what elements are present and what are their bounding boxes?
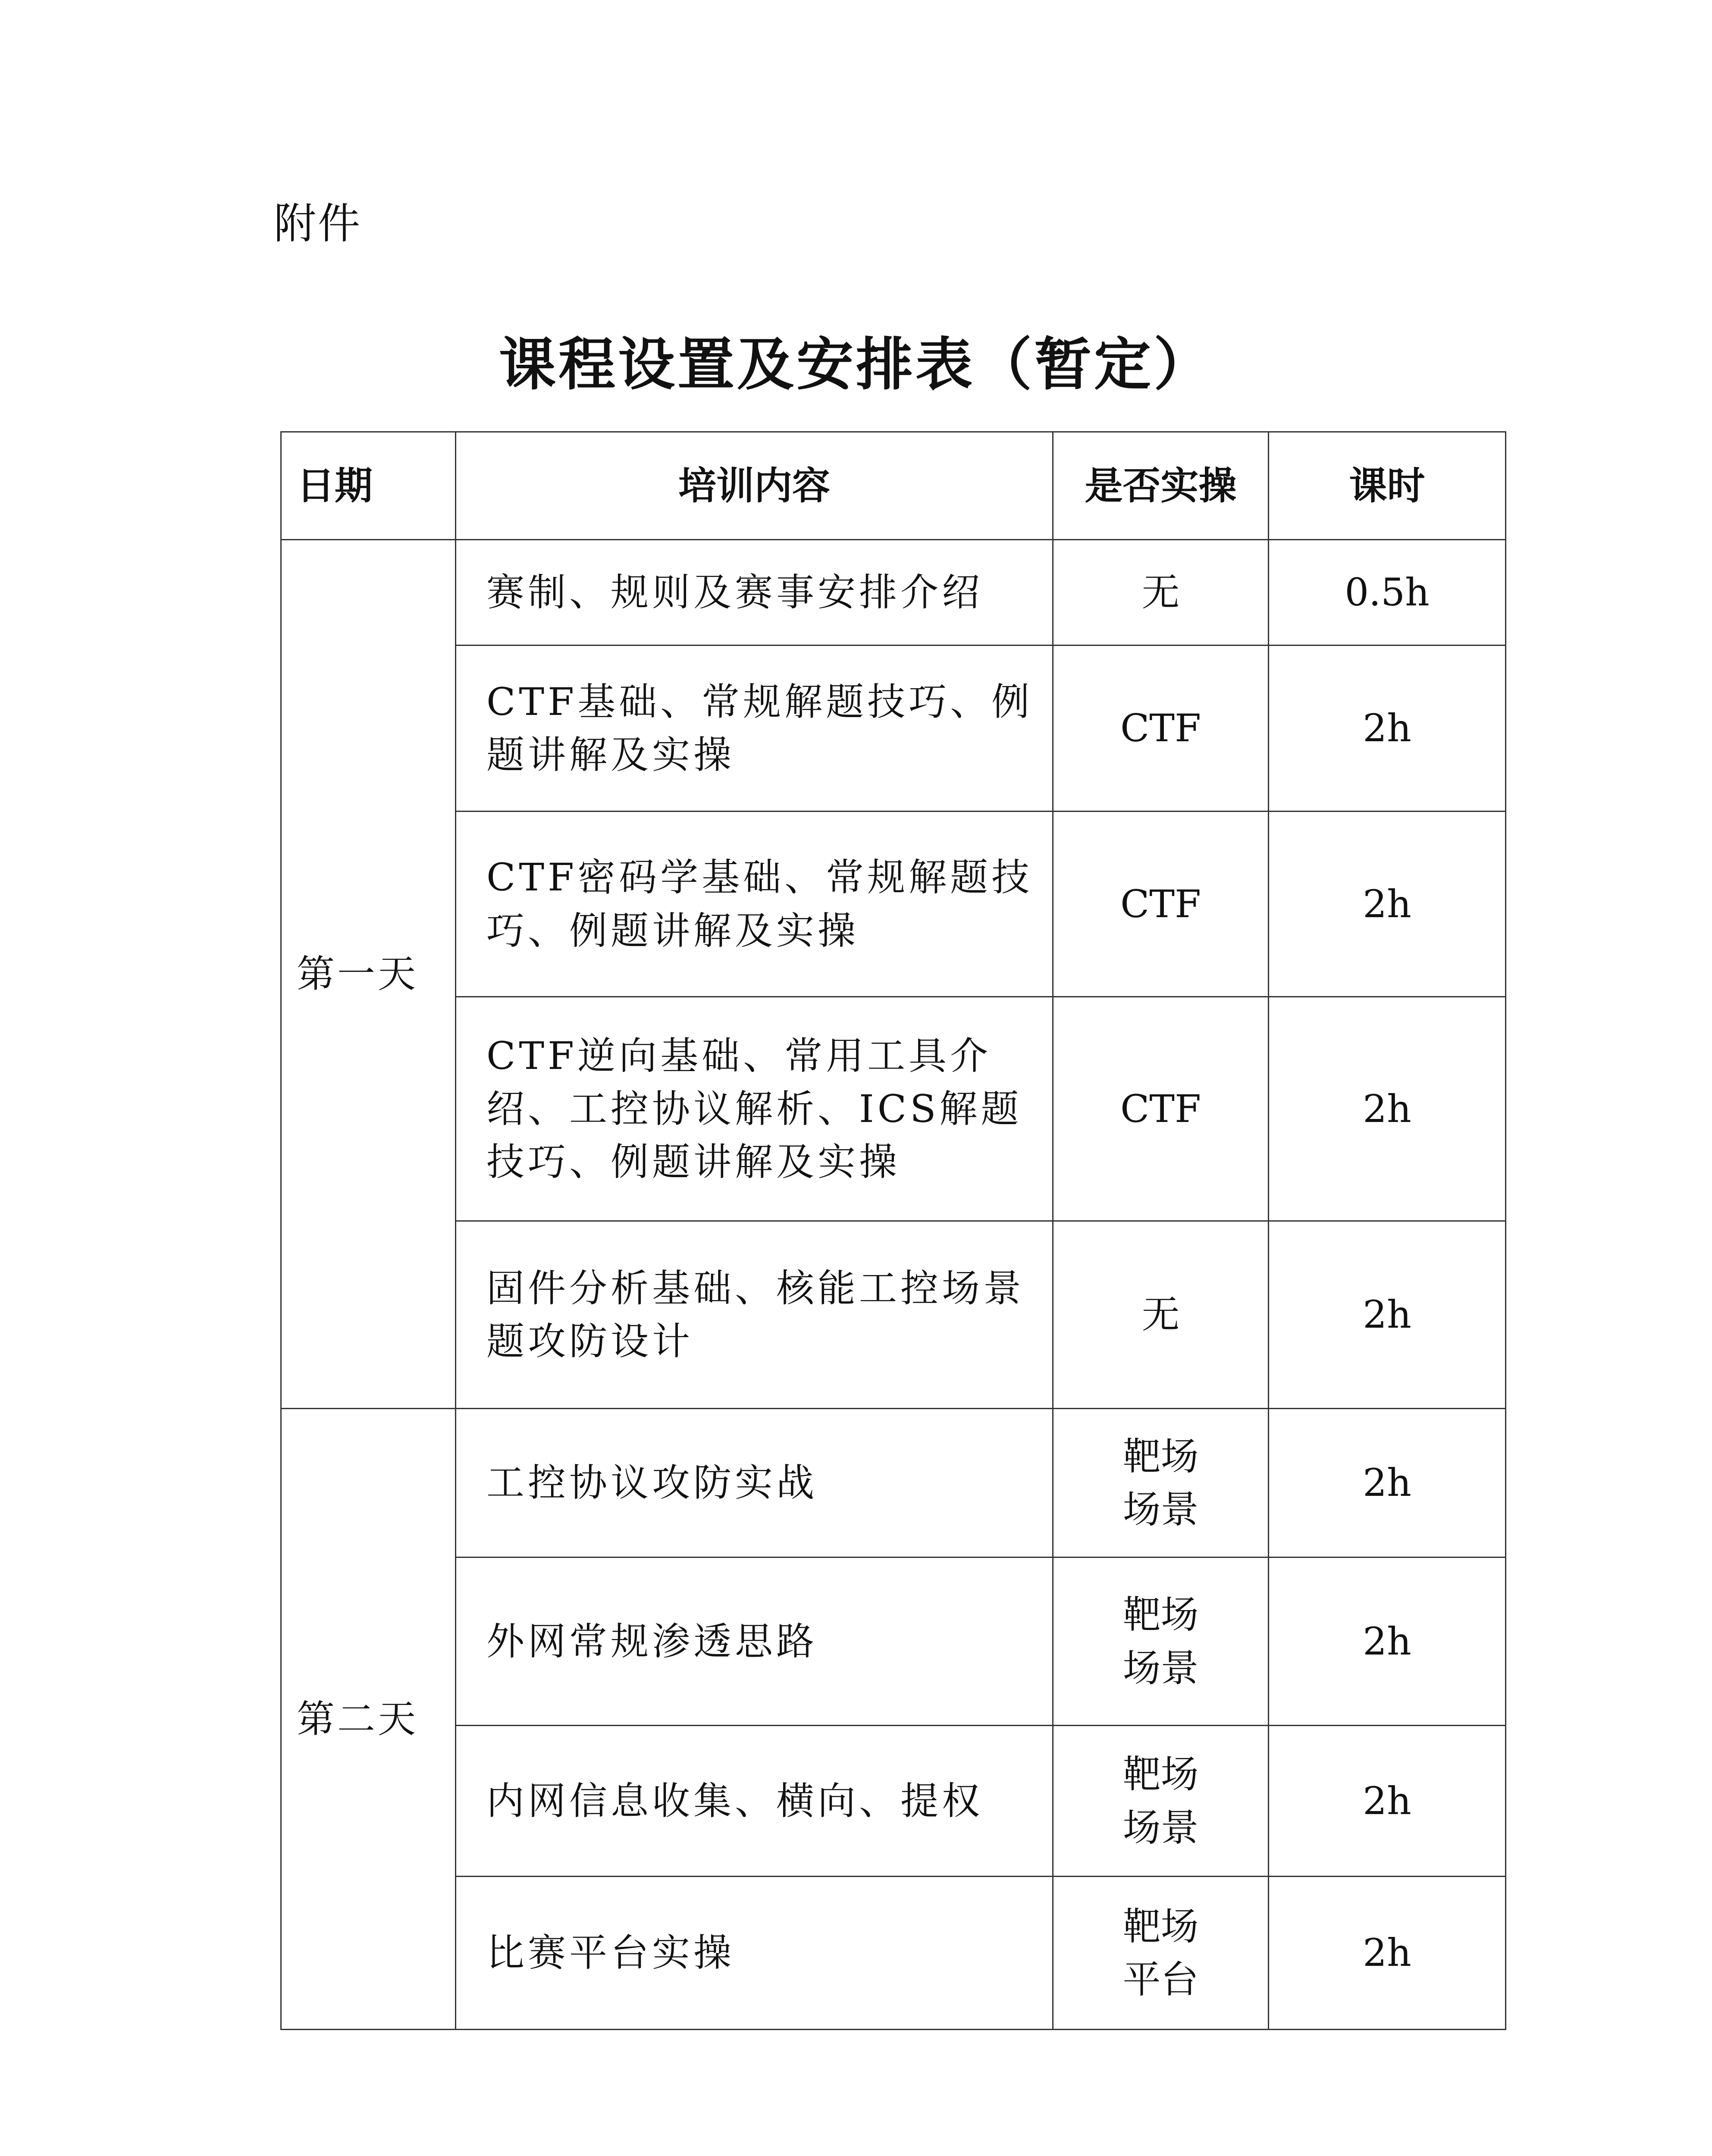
table-row bbox=[281, 1409, 1506, 1557]
hands-on-value: 无 bbox=[1053, 540, 1269, 646]
hours-value: 0.5h bbox=[1269, 540, 1506, 646]
hours-value: 2h bbox=[1269, 1877, 1506, 2030]
hours-value: 2h bbox=[1269, 1726, 1506, 1877]
hours-value: 2h bbox=[1269, 1221, 1506, 1409]
course-content: 工控协议攻防实战 bbox=[456, 1409, 1053, 1557]
hands-on-value: CTF bbox=[1053, 812, 1269, 997]
table-row bbox=[281, 812, 1506, 997]
table-row bbox=[281, 1726, 1506, 1877]
table-row bbox=[281, 997, 1506, 1221]
attachment-label: 附件 bbox=[274, 199, 362, 248]
day-label: 第二天 bbox=[281, 1409, 456, 2030]
header-hands-on: 是否实操 bbox=[1053, 432, 1269, 540]
table-header-row bbox=[281, 432, 1506, 540]
hours-value: 2h bbox=[1269, 1409, 1506, 1557]
hours-value: 2h bbox=[1269, 646, 1506, 812]
schedule-table bbox=[280, 431, 1506, 2030]
table-row bbox=[281, 1557, 1506, 1726]
hours-value: 2h bbox=[1269, 997, 1506, 1221]
table-row bbox=[281, 1877, 1506, 2030]
course-content: CTF密码学基础、常规解题技巧、例题讲解及实操 bbox=[456, 812, 1053, 997]
header-content: 培训内容 bbox=[456, 432, 1053, 540]
hours-value: 2h bbox=[1269, 1557, 1506, 1726]
hands-on-value: 靶场 场景 bbox=[1053, 1409, 1269, 1557]
course-content: 外网常规渗透思路 bbox=[456, 1557, 1053, 1726]
course-content: CTF逆向基础、常用工具介绍、工控协议解析、ICS解题技巧、例题讲解及实操 bbox=[456, 997, 1053, 1221]
course-content: CTF基础、常规解题技巧、例题讲解及实操 bbox=[456, 646, 1053, 812]
hands-on-value: 靶场 场景 bbox=[1053, 1726, 1269, 1877]
table-row bbox=[281, 1221, 1506, 1409]
hands-on-value: 靶场 场景 bbox=[1053, 1557, 1269, 1726]
table-row bbox=[281, 540, 1506, 646]
course-content: 赛制、规则及赛事安排介绍 bbox=[456, 540, 1053, 646]
table-row bbox=[281, 646, 1506, 812]
hours-value: 2h bbox=[1269, 812, 1506, 997]
hands-on-value: CTF bbox=[1053, 646, 1269, 812]
course-content: 固件分析基础、核能工控场景题攻防设计 bbox=[456, 1221, 1053, 1409]
header-date: 日期 bbox=[281, 432, 456, 540]
course-content: 比赛平台实操 bbox=[456, 1877, 1053, 2030]
hands-on-value: 无 bbox=[1053, 1221, 1269, 1409]
hands-on-value: 靶场 平台 bbox=[1053, 1877, 1269, 2030]
header-hours: 课时 bbox=[1269, 432, 1506, 540]
page-title: 课程设置及安排表（暂定） bbox=[499, 331, 1213, 398]
course-content: 内网信息收集、横向、提权 bbox=[456, 1726, 1053, 1877]
day-label: 第一天 bbox=[281, 540, 456, 1409]
hands-on-value: CTF bbox=[1053, 997, 1269, 1221]
